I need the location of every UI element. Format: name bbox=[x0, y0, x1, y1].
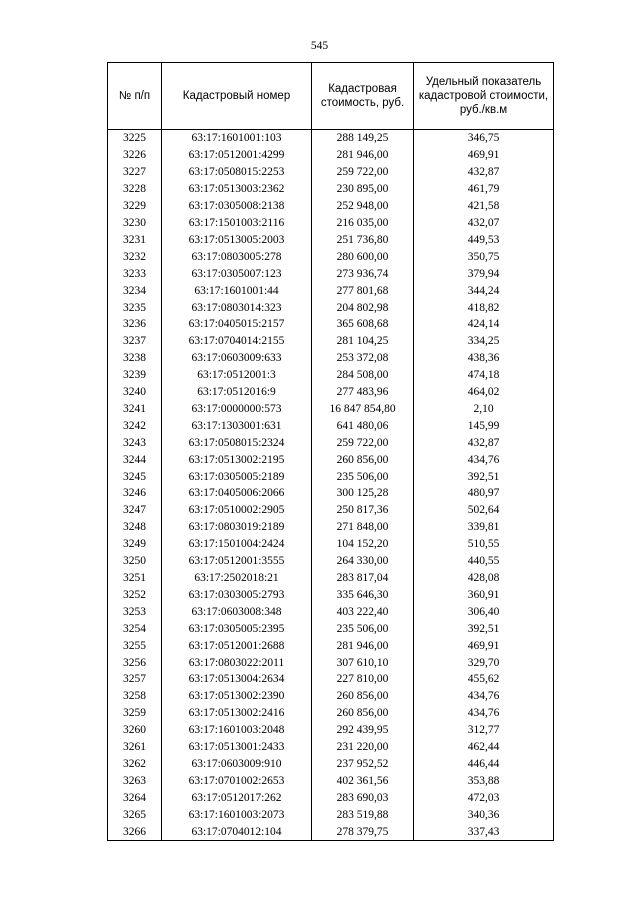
cell-cadastral-value: 281 946,00 bbox=[312, 147, 414, 164]
cell-specific-indicator: 464,02 bbox=[414, 384, 554, 401]
cell-num: 3232 bbox=[108, 248, 162, 265]
cell-cadastral-number: 63:17:2502018:21 bbox=[162, 570, 312, 587]
cell-num: 3233 bbox=[108, 265, 162, 282]
cell-cadastral-value: 402 361,56 bbox=[312, 772, 414, 789]
table-row bbox=[108, 756, 554, 773]
cell-cadastral-number: 63:17:0513003:2362 bbox=[162, 181, 312, 198]
cell-num: 3252 bbox=[108, 586, 162, 603]
table-row bbox=[108, 654, 554, 671]
table-row bbox=[108, 637, 554, 654]
cell-specific-indicator: 334,25 bbox=[414, 333, 554, 350]
cell-cadastral-number: 63:17:0704012:104 bbox=[162, 823, 312, 840]
cell-num: 3260 bbox=[108, 722, 162, 739]
cell-num: 3238 bbox=[108, 350, 162, 367]
table-row bbox=[108, 350, 554, 367]
header-cadastral-value: Кадастровая стоимость, руб. bbox=[312, 63, 414, 130]
cell-cadastral-number: 63:17:0512017:262 bbox=[162, 789, 312, 806]
cell-num: 3266 bbox=[108, 823, 162, 840]
cell-specific-indicator: 434,76 bbox=[414, 688, 554, 705]
cell-num: 3255 bbox=[108, 637, 162, 654]
cell-cadastral-number: 63:17:1601003:2048 bbox=[162, 722, 312, 739]
cell-cadastral-value: 403 222,40 bbox=[312, 603, 414, 620]
table-row bbox=[108, 164, 554, 181]
cell-num: 3245 bbox=[108, 468, 162, 485]
cell-num: 3247 bbox=[108, 502, 162, 519]
cell-specific-indicator: 392,51 bbox=[414, 620, 554, 637]
cell-cadastral-value: 235 506,00 bbox=[312, 468, 414, 485]
cell-specific-indicator: 145,99 bbox=[414, 417, 554, 434]
cell-specific-indicator: 379,94 bbox=[414, 265, 554, 282]
cell-cadastral-value: 231 220,00 bbox=[312, 739, 414, 756]
cell-num: 3262 bbox=[108, 756, 162, 773]
cell-specific-indicator: 449,53 bbox=[414, 231, 554, 248]
cell-cadastral-value: 335 646,30 bbox=[312, 586, 414, 603]
table-row bbox=[108, 502, 554, 519]
cell-cadastral-value: 227 810,00 bbox=[312, 671, 414, 688]
table-row bbox=[108, 688, 554, 705]
cell-cadastral-number: 63:17:0508015:2324 bbox=[162, 434, 312, 451]
table-header-row bbox=[108, 63, 554, 130]
table-row bbox=[108, 705, 554, 722]
cell-specific-indicator: 360,91 bbox=[414, 586, 554, 603]
cell-cadastral-value: 252 948,00 bbox=[312, 198, 414, 215]
cell-cadastral-number: 63:17:0603008:348 bbox=[162, 603, 312, 620]
cell-cadastral-number: 63:17:0405015:2157 bbox=[162, 316, 312, 333]
cell-cadastral-number: 63:17:0803014:323 bbox=[162, 299, 312, 316]
table-row bbox=[108, 485, 554, 502]
cell-cadastral-number: 63:17:0513002:2390 bbox=[162, 688, 312, 705]
cadastral-table bbox=[107, 62, 554, 841]
cell-num: 3229 bbox=[108, 198, 162, 215]
table-row bbox=[108, 603, 554, 620]
cell-cadastral-value: 16 847 854,80 bbox=[312, 401, 414, 418]
table-row bbox=[108, 299, 554, 316]
cell-specific-indicator: 480,97 bbox=[414, 485, 554, 502]
cell-num: 3226 bbox=[108, 147, 162, 164]
table-row bbox=[108, 722, 554, 739]
cell-cadastral-value: 235 506,00 bbox=[312, 620, 414, 637]
cell-specific-indicator: 472,03 bbox=[414, 789, 554, 806]
cell-specific-indicator: 510,55 bbox=[414, 536, 554, 553]
cell-specific-indicator: 306,40 bbox=[414, 603, 554, 620]
cell-cadastral-number: 63:17:1501003:2116 bbox=[162, 215, 312, 232]
cell-num: 3242 bbox=[108, 417, 162, 434]
cell-num: 3254 bbox=[108, 620, 162, 637]
cell-cadastral-value: 641 480,06 bbox=[312, 417, 414, 434]
table-row bbox=[108, 536, 554, 553]
cell-cadastral-number: 63:17:0603009:910 bbox=[162, 756, 312, 773]
cell-num: 3251 bbox=[108, 570, 162, 587]
cell-specific-indicator: 438,36 bbox=[414, 350, 554, 367]
cell-cadastral-number: 63:17:0512001:4299 bbox=[162, 147, 312, 164]
table-row bbox=[108, 147, 554, 164]
cell-num: 3239 bbox=[108, 367, 162, 384]
header-num: № п/п bbox=[108, 63, 162, 130]
cell-specific-indicator: 344,24 bbox=[414, 282, 554, 299]
cell-specific-indicator: 469,91 bbox=[414, 637, 554, 654]
cell-cadastral-number: 63:17:0305005:2189 bbox=[162, 468, 312, 485]
cell-cadastral-number: 63:17:0000000:573 bbox=[162, 401, 312, 418]
cell-cadastral-value: 260 856,00 bbox=[312, 688, 414, 705]
cell-num: 3263 bbox=[108, 772, 162, 789]
cell-num: 3257 bbox=[108, 671, 162, 688]
cell-cadastral-number: 63:17:0704014:2155 bbox=[162, 333, 312, 350]
cell-cadastral-number: 63:17:1601001:103 bbox=[162, 130, 312, 147]
cell-specific-indicator: 424,14 bbox=[414, 316, 554, 333]
cell-cadastral-value: 237 952,52 bbox=[312, 756, 414, 773]
table-row bbox=[108, 806, 554, 823]
table-row bbox=[108, 553, 554, 570]
cell-cadastral-value: 277 801,68 bbox=[312, 282, 414, 299]
cell-cadastral-value: 259 722,00 bbox=[312, 164, 414, 181]
cell-specific-indicator: 446,44 bbox=[414, 756, 554, 773]
cell-specific-indicator: 350,75 bbox=[414, 248, 554, 265]
cell-specific-indicator: 461,79 bbox=[414, 181, 554, 198]
cell-cadastral-value: 230 895,00 bbox=[312, 181, 414, 198]
cell-specific-indicator: 346,75 bbox=[414, 130, 554, 147]
table-row bbox=[108, 282, 554, 299]
cell-specific-indicator: 474,18 bbox=[414, 367, 554, 384]
table-row bbox=[108, 384, 554, 401]
cell-cadastral-value: 271 848,00 bbox=[312, 519, 414, 536]
cell-num: 3253 bbox=[108, 603, 162, 620]
table-row bbox=[108, 265, 554, 282]
cell-specific-indicator: 418,82 bbox=[414, 299, 554, 316]
cell-num: 3249 bbox=[108, 536, 162, 553]
table-row bbox=[108, 772, 554, 789]
cell-cadastral-number: 63:17:0508015:2253 bbox=[162, 164, 312, 181]
cell-num: 3248 bbox=[108, 519, 162, 536]
page-number: 545 bbox=[310, 40, 329, 52]
cell-cadastral-number: 63:17:0512001:3555 bbox=[162, 553, 312, 570]
cell-cadastral-value: 204 802,98 bbox=[312, 299, 414, 316]
cell-cadastral-value: 292 439,95 bbox=[312, 722, 414, 739]
cell-cadastral-number: 63:17:0803022:2011 bbox=[162, 654, 312, 671]
cell-cadastral-number: 63:17:0305005:2395 bbox=[162, 620, 312, 637]
cell-cadastral-number: 63:17:0510002:2905 bbox=[162, 502, 312, 519]
cell-cadastral-number: 63:17:0305008:2138 bbox=[162, 198, 312, 215]
cell-specific-indicator: 502,64 bbox=[414, 502, 554, 519]
cell-cadastral-value: 277 483,96 bbox=[312, 384, 414, 401]
table-row bbox=[108, 367, 554, 384]
table-row bbox=[108, 570, 554, 587]
cell-specific-indicator: 455,62 bbox=[414, 671, 554, 688]
cell-num: 3259 bbox=[108, 705, 162, 722]
cell-cadastral-value: 283 519,88 bbox=[312, 806, 414, 823]
cell-cadastral-number: 63:17:0803005:278 bbox=[162, 248, 312, 265]
table-row bbox=[108, 130, 554, 147]
cell-specific-indicator: 339,81 bbox=[414, 519, 554, 536]
cell-cadastral-number: 63:17:0803019:2189 bbox=[162, 519, 312, 536]
cell-num: 3228 bbox=[108, 181, 162, 198]
cell-num: 3265 bbox=[108, 806, 162, 823]
table-row bbox=[108, 333, 554, 350]
cell-cadastral-value: 281 104,25 bbox=[312, 333, 414, 350]
cell-cadastral-value: 259 722,00 bbox=[312, 434, 414, 451]
cell-cadastral-value: 260 856,00 bbox=[312, 705, 414, 722]
cell-cadastral-number: 63:17:0512001:3 bbox=[162, 367, 312, 384]
cell-cadastral-number: 63:17:1303001:631 bbox=[162, 417, 312, 434]
cell-specific-indicator: 432,87 bbox=[414, 434, 554, 451]
table-row bbox=[108, 316, 554, 333]
table-row bbox=[108, 417, 554, 434]
cell-num: 3261 bbox=[108, 739, 162, 756]
cell-specific-indicator: 340,36 bbox=[414, 806, 554, 823]
table-body bbox=[108, 130, 554, 841]
table-row bbox=[108, 789, 554, 806]
cell-cadastral-number: 63:17:0701002:2653 bbox=[162, 772, 312, 789]
cell-num: 3237 bbox=[108, 333, 162, 350]
cell-specific-indicator: 392,51 bbox=[414, 468, 554, 485]
table-row bbox=[108, 739, 554, 756]
cell-specific-indicator: 434,76 bbox=[414, 451, 554, 468]
cell-cadastral-value: 250 817,36 bbox=[312, 502, 414, 519]
cell-num: 3236 bbox=[108, 316, 162, 333]
table-row bbox=[108, 823, 554, 840]
cell-specific-indicator: 434,76 bbox=[414, 705, 554, 722]
table-row bbox=[108, 434, 554, 451]
cell-specific-indicator: 337,43 bbox=[414, 823, 554, 840]
table-row bbox=[108, 231, 554, 248]
cell-cadastral-value: 288 149,25 bbox=[312, 130, 414, 147]
cell-specific-indicator: 421,58 bbox=[414, 198, 554, 215]
cell-cadastral-number: 63:17:1501004:2424 bbox=[162, 536, 312, 553]
cell-cadastral-number: 63:17:0513004:2634 bbox=[162, 671, 312, 688]
cell-cadastral-number: 63:17:0305007:123 bbox=[162, 265, 312, 282]
cell-cadastral-value: 283 817,04 bbox=[312, 570, 414, 587]
cell-cadastral-value: 251 736,80 bbox=[312, 231, 414, 248]
cell-specific-indicator: 469,91 bbox=[414, 147, 554, 164]
cell-cadastral-value: 281 946,00 bbox=[312, 637, 414, 654]
cell-specific-indicator: 432,87 bbox=[414, 164, 554, 181]
table-row bbox=[108, 519, 554, 536]
table-row bbox=[108, 401, 554, 418]
table-row bbox=[108, 248, 554, 265]
cell-num: 3256 bbox=[108, 654, 162, 671]
cell-specific-indicator: 462,44 bbox=[414, 739, 554, 756]
cell-cadastral-number: 63:17:0513002:2416 bbox=[162, 705, 312, 722]
cell-num: 3230 bbox=[108, 215, 162, 232]
cell-cadastral-value: 104 152,20 bbox=[312, 536, 414, 553]
cell-cadastral-number: 63:17:0405006:2066 bbox=[162, 485, 312, 502]
cell-cadastral-number: 63:17:0512001:2688 bbox=[162, 637, 312, 654]
header-specific-indicator: Удельный показатель кадастровой стоимости, руб./кв.м bbox=[414, 63, 554, 130]
cell-cadastral-number: 63:17:0512016:9 bbox=[162, 384, 312, 401]
table-row bbox=[108, 671, 554, 688]
cell-specific-indicator: 428,08 bbox=[414, 570, 554, 587]
cell-num: 3235 bbox=[108, 299, 162, 316]
cell-cadastral-value: 300 125,28 bbox=[312, 485, 414, 502]
cell-num: 3241 bbox=[108, 401, 162, 418]
cell-specific-indicator: 2,10 bbox=[414, 401, 554, 418]
header-cadastral-number: Кадастровый номер bbox=[162, 63, 312, 130]
cell-num: 3227 bbox=[108, 164, 162, 181]
cell-cadastral-number: 63:17:0513002:2195 bbox=[162, 451, 312, 468]
cell-specific-indicator: 312,77 bbox=[414, 722, 554, 739]
cell-cadastral-value: 260 856,00 bbox=[312, 451, 414, 468]
table-row bbox=[108, 620, 554, 637]
cell-cadastral-value: 307 610,10 bbox=[312, 654, 414, 671]
cell-cadastral-number: 63:17:0603009:633 bbox=[162, 350, 312, 367]
cell-num: 3225 bbox=[108, 130, 162, 147]
cell-cadastral-value: 365 608,68 bbox=[312, 316, 414, 333]
cell-cadastral-number: 63:17:0303005:2793 bbox=[162, 586, 312, 603]
cell-num: 3234 bbox=[108, 282, 162, 299]
cell-num: 3244 bbox=[108, 451, 162, 468]
cell-cadastral-value: 216 035,00 bbox=[312, 215, 414, 232]
cell-cadastral-number: 63:17:0513005:2003 bbox=[162, 231, 312, 248]
cell-cadastral-value: 283 690,03 bbox=[312, 789, 414, 806]
cell-cadastral-value: 284 508,00 bbox=[312, 367, 414, 384]
cell-num: 3246 bbox=[108, 485, 162, 502]
cell-cadastral-value: 264 330,00 bbox=[312, 553, 414, 570]
cell-cadastral-number: 63:17:1601001:44 bbox=[162, 282, 312, 299]
cell-num: 3264 bbox=[108, 789, 162, 806]
cell-cadastral-value: 280 600,00 bbox=[312, 248, 414, 265]
cell-specific-indicator: 329,70 bbox=[414, 654, 554, 671]
cell-specific-indicator: 353,88 bbox=[414, 772, 554, 789]
table-row bbox=[108, 215, 554, 232]
cell-num: 3240 bbox=[108, 384, 162, 401]
cell-num: 3258 bbox=[108, 688, 162, 705]
cell-cadastral-number: 63:17:0513001:2433 bbox=[162, 739, 312, 756]
table-row bbox=[108, 451, 554, 468]
table-row bbox=[108, 586, 554, 603]
table-row bbox=[108, 198, 554, 215]
cell-cadastral-value: 273 936,74 bbox=[312, 265, 414, 282]
cell-cadastral-number: 63:17:1601003:2073 bbox=[162, 806, 312, 823]
cell-specific-indicator: 432,07 bbox=[414, 215, 554, 232]
cell-num: 3250 bbox=[108, 553, 162, 570]
table-row bbox=[108, 468, 554, 485]
table-row bbox=[108, 181, 554, 198]
cell-num: 3243 bbox=[108, 434, 162, 451]
cell-cadastral-value: 278 379,75 bbox=[312, 823, 414, 840]
cell-num: 3231 bbox=[108, 231, 162, 248]
cell-specific-indicator: 440,55 bbox=[414, 553, 554, 570]
cell-cadastral-value: 253 372,08 bbox=[312, 350, 414, 367]
